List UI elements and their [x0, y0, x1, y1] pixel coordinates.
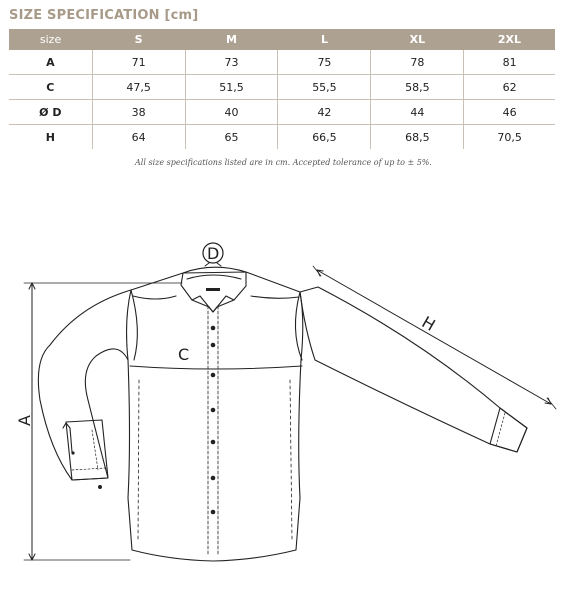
cell: 66,5	[278, 125, 371, 150]
header-m: M	[185, 29, 278, 50]
cell: 78	[371, 50, 464, 75]
label-tag	[206, 288, 220, 291]
shirt-body-outline	[127, 272, 303, 561]
dimension-d-label: D	[207, 244, 220, 263]
cell: 47,5	[92, 75, 185, 100]
cell: 46	[464, 100, 555, 125]
row-label: C	[9, 75, 92, 100]
cell: 51,5	[185, 75, 278, 100]
dimension-h-label: H	[418, 312, 439, 335]
button-dot	[98, 485, 102, 489]
dimension-a-label: A	[15, 415, 34, 426]
header-l: L	[278, 29, 371, 50]
row-label: A	[9, 50, 92, 75]
button-dot	[211, 343, 216, 348]
left-sleeve	[38, 290, 131, 480]
right-cuff	[490, 408, 527, 452]
cell: 68,5	[371, 125, 464, 150]
button-dot	[211, 326, 216, 331]
row-label: H	[45, 130, 55, 144]
cell: 71	[92, 50, 185, 75]
cell: 64	[92, 125, 185, 150]
cell: 65	[185, 125, 278, 150]
cell: 75	[278, 50, 371, 75]
header-2xl: 2XL	[464, 29, 555, 50]
cell: 73	[185, 50, 278, 75]
cell: 44	[371, 100, 464, 125]
right-sleeve	[300, 287, 527, 452]
header-s: S	[92, 29, 185, 50]
cell: 42	[278, 100, 371, 125]
button-dot	[211, 373, 216, 378]
header-size: size	[9, 29, 92, 50]
button-dot	[211, 408, 216, 413]
row-label: Ø D	[9, 100, 92, 125]
button-dot	[211, 476, 216, 481]
cell: 58,5	[371, 75, 464, 100]
cell: 38	[92, 100, 185, 125]
cell: 40	[185, 100, 278, 125]
size-spec-title: SIZE SPECIFICATION [cm]	[9, 8, 199, 23]
cell: 70,5	[464, 125, 555, 150]
cell: 62	[464, 75, 555, 100]
dimension-c-label: C	[178, 345, 190, 364]
cell: 81	[464, 50, 555, 75]
tolerance-note: All size specifications listed are in cm. Accepted tolerance of up to ± 5%.	[135, 158, 432, 167]
button-dot	[211, 440, 216, 445]
button-dot	[71, 451, 74, 454]
header-xl: XL	[371, 29, 464, 50]
cell: 55,5	[278, 75, 371, 100]
button-dot	[211, 510, 216, 515]
